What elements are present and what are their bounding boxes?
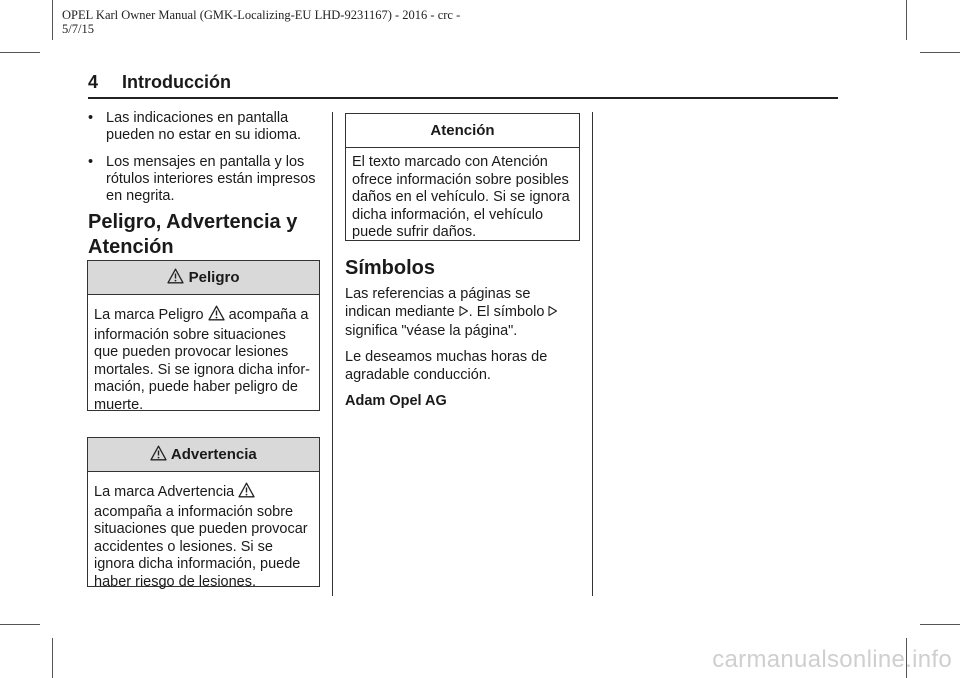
para-text-1: Las referencias a páginas se indican mediante bbox=[345, 286, 531, 320]
section-heading bbox=[88, 210, 328, 260]
crop-mark bbox=[920, 624, 960, 625]
warning-box-body bbox=[88, 472, 319, 599]
crop-mark bbox=[52, 0, 53, 40]
crop-mark bbox=[52, 638, 53, 678]
heading-rule bbox=[88, 97, 838, 99]
list-item bbox=[88, 154, 320, 205]
warning-triangle-icon bbox=[238, 482, 255, 504]
bullet-marker: • bbox=[88, 110, 94, 126]
section-heading-line-1: Peligro, Advertencia y bbox=[88, 211, 298, 233]
signature: Adam Opel AG bbox=[345, 393, 447, 409]
danger-box-header bbox=[88, 261, 319, 295]
bullet-list bbox=[88, 110, 320, 205]
crop-mark bbox=[0, 52, 40, 53]
page-reference-paragraph bbox=[345, 285, 580, 340]
bullet-text: Los mensajes en pantalla y los rótulos interiores están impresos en negrita. bbox=[106, 154, 316, 204]
crop-mark bbox=[0, 624, 40, 625]
page-reference-icon bbox=[459, 304, 469, 322]
danger-text-1: La marca Peligro bbox=[94, 307, 208, 323]
symbols-text bbox=[345, 285, 580, 410]
symbols-heading: Símbolos bbox=[345, 257, 436, 279]
danger-box bbox=[87, 260, 320, 411]
crop-mark bbox=[906, 0, 907, 40]
column-divider bbox=[592, 112, 593, 596]
notice-box-body: El texto marcado con Atención ofrece información sobre posibles daños en el vehículo. Si se ignora dicha información, el vehículo puede sufrir daños. bbox=[352, 154, 570, 240]
meta-line-1: OPEL Karl Owner Manual (GMK-Localizing-EU LHD-9231167) - 2016 - crc - bbox=[62, 8, 461, 22]
para-text-3: significa "véase la página". bbox=[345, 323, 518, 339]
meta-line-2: 5/7/15 bbox=[62, 22, 94, 36]
bullet-text: Las indicaciones en pantalla pueden no estar en su idioma. bbox=[106, 110, 302, 143]
para-text-2: . El símbolo bbox=[468, 304, 549, 320]
warning-text-1: La marca Advertencia bbox=[94, 484, 239, 500]
left-column bbox=[88, 110, 320, 215]
bullet-marker: • bbox=[88, 154, 94, 170]
notice-box-title: Atención bbox=[430, 122, 495, 139]
warning-triangle-icon bbox=[167, 263, 184, 296]
notice-box-header bbox=[346, 114, 579, 148]
page-number: 4 bbox=[88, 72, 99, 92]
danger-box-body bbox=[88, 295, 319, 422]
page-heading bbox=[88, 72, 231, 93]
document-meta bbox=[62, 8, 502, 36]
warning-text-2: acompaña a información sobre situaciones que pueden provocar accidentes o lesiones. Si se ignora dicha información, puede haber riesgo de lesiones. bbox=[94, 503, 308, 590]
warning-box-header bbox=[88, 438, 319, 472]
column-divider bbox=[332, 112, 333, 596]
section-title: Introducción bbox=[122, 72, 231, 92]
warning-box bbox=[87, 437, 320, 590]
danger-box-title: Peligro bbox=[188, 269, 240, 286]
section-heading-line-2: Atención bbox=[88, 236, 174, 258]
danger-text-2: acompaña a información sobre situaciones que pueden provocar lesiones mortales. Si se ignora dicha infor-mación, puede haber peligro de muerte. bbox=[94, 307, 310, 413]
warning-triangle-icon bbox=[208, 305, 225, 327]
page-reference-icon bbox=[548, 304, 558, 322]
watermark: carmanualsonline.info bbox=[712, 646, 952, 673]
warning-triangle-icon bbox=[150, 440, 167, 473]
crop-mark bbox=[920, 52, 960, 53]
notice-box bbox=[345, 113, 580, 241]
closing-paragraph: Le deseamos muchas horas de agradable conducción. bbox=[345, 349, 548, 383]
warning-box-title: Advertencia bbox=[170, 446, 257, 463]
list-item bbox=[88, 110, 320, 144]
